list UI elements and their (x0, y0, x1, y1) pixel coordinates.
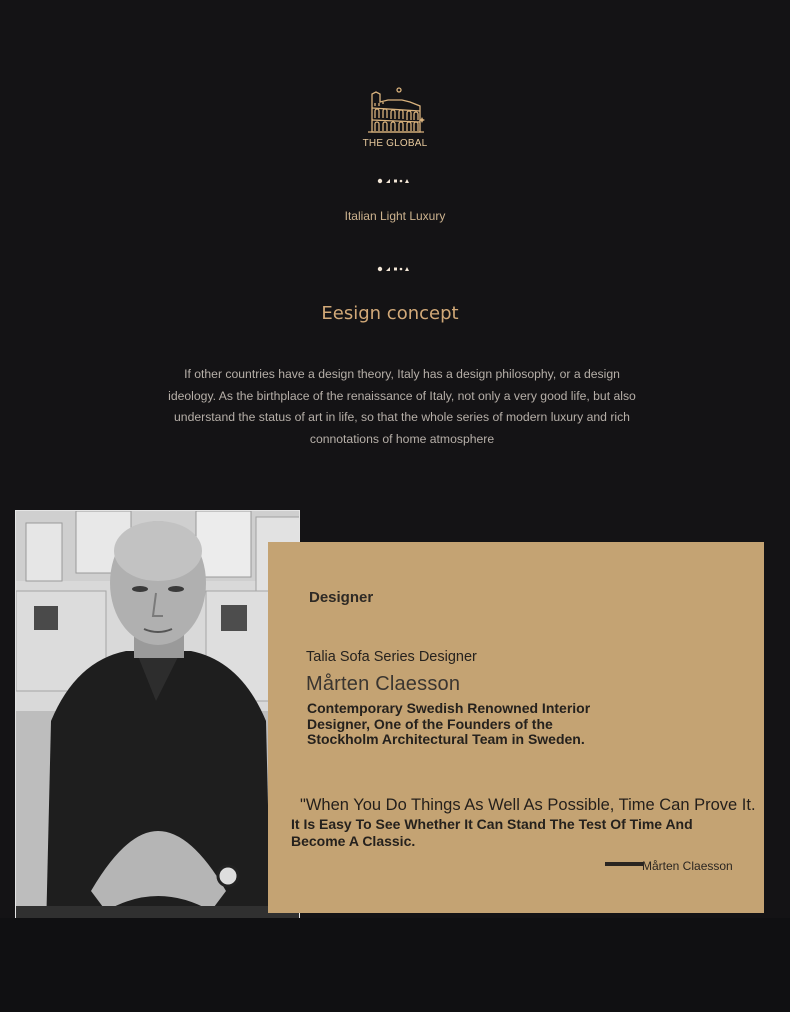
designer-card (268, 542, 764, 913)
designer-role: Talia Sofa Series Designer (306, 649, 477, 665)
designer-photo (15, 510, 300, 931)
ornament-dots-icon (376, 264, 416, 274)
section-title: Eesign concept (321, 303, 459, 324)
concept-description: If other countries have a design theory, Italy has a design philosophy, or a design ideology. As the birthplace of the renaissance of Italy, not only a very good life, but also understand the status of art in life, so that the whole series of modern luxury and rich connotations of home atmosphere (168, 367, 636, 447)
designer-quote: "When You Do Things As Well As Possible, Time Can Prove It. (300, 796, 756, 814)
signature-dash (605, 862, 643, 866)
footer-band (0, 918, 790, 1012)
brand-name: THE GLOBAL (362, 138, 428, 149)
tagline: Italian Light Luxury (344, 209, 446, 223)
ornament-dots-icon (376, 176, 416, 186)
designer-name: Mårten Claesson (306, 673, 461, 695)
colosseum-icon (362, 84, 428, 136)
designer-bio: Contemporary Swedish Renowned Interior Designer, One of the Founders of the Stockholm Architectural Team in Sweden. (307, 700, 591, 747)
designer-signature: Mårten Claesson (642, 859, 733, 873)
designer-quote-body: It Is Easy To See Whether It Can Stand The Test Of Time And Become A Classic. (291, 816, 693, 849)
designer-heading: Designer (309, 589, 374, 606)
